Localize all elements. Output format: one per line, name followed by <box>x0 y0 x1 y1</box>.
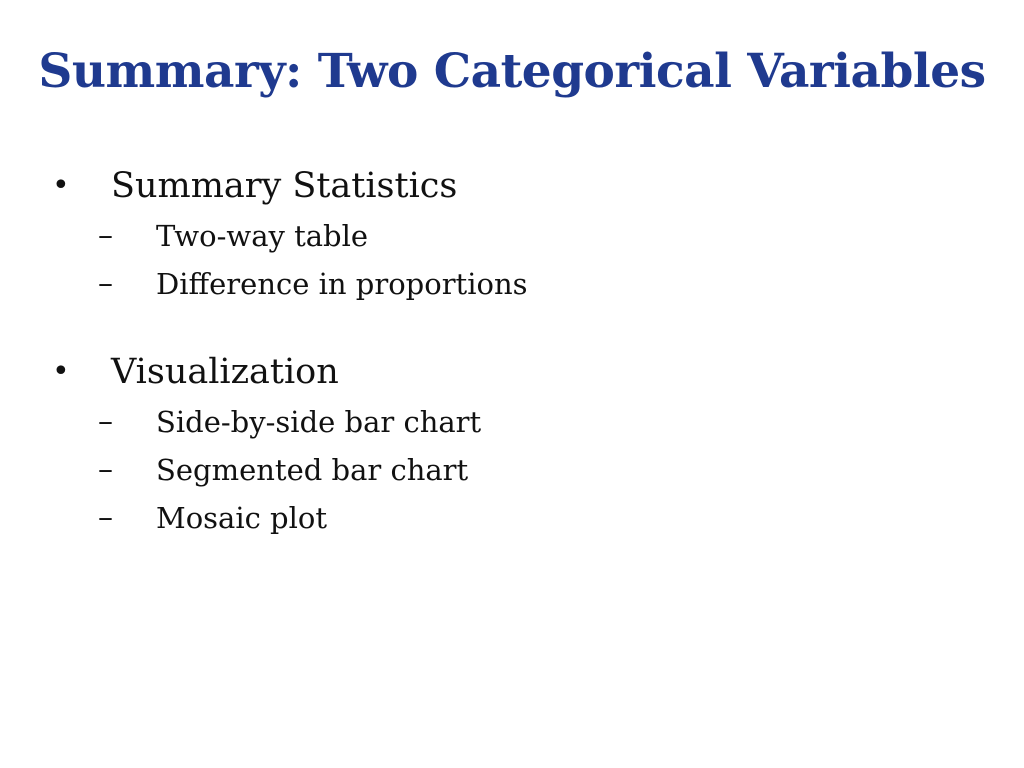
sub-bullet-item <box>0 446 1024 494</box>
sub-bullet-item <box>0 494 1024 542</box>
sub-bullet-label: Mosaic plot <box>156 501 328 535</box>
slide-body <box>0 160 1024 580</box>
bullet-label: Summary Statistics <box>111 166 458 206</box>
sub-bullet-item <box>0 212 1024 260</box>
sub-bullet-item <box>0 398 1024 446</box>
sub-bullet-item <box>0 260 1024 308</box>
dash-icon: – <box>98 404 113 439</box>
sub-bullet-label: Side-by-side bar chart <box>156 405 482 439</box>
sub-bullet-label: Segmented bar chart <box>156 453 469 487</box>
bullet-item <box>0 346 1024 398</box>
dash-icon: – <box>98 266 113 301</box>
bullet-icon: • <box>52 168 70 203</box>
dash-icon: – <box>98 500 113 535</box>
dash-icon: – <box>98 218 113 253</box>
sub-bullet-label: Two-way table <box>156 219 369 253</box>
slide-title: Summary: Two Categorical Variables <box>38 44 986 99</box>
dash-icon: – <box>98 452 113 487</box>
sub-bullet-label: Difference in proportions <box>156 267 528 301</box>
section-visualization <box>0 346 1024 542</box>
bullet-item <box>0 160 1024 212</box>
bullet-icon: • <box>52 354 70 389</box>
bullet-label: Visualization <box>111 352 339 392</box>
section-summary-statistics <box>0 160 1024 308</box>
